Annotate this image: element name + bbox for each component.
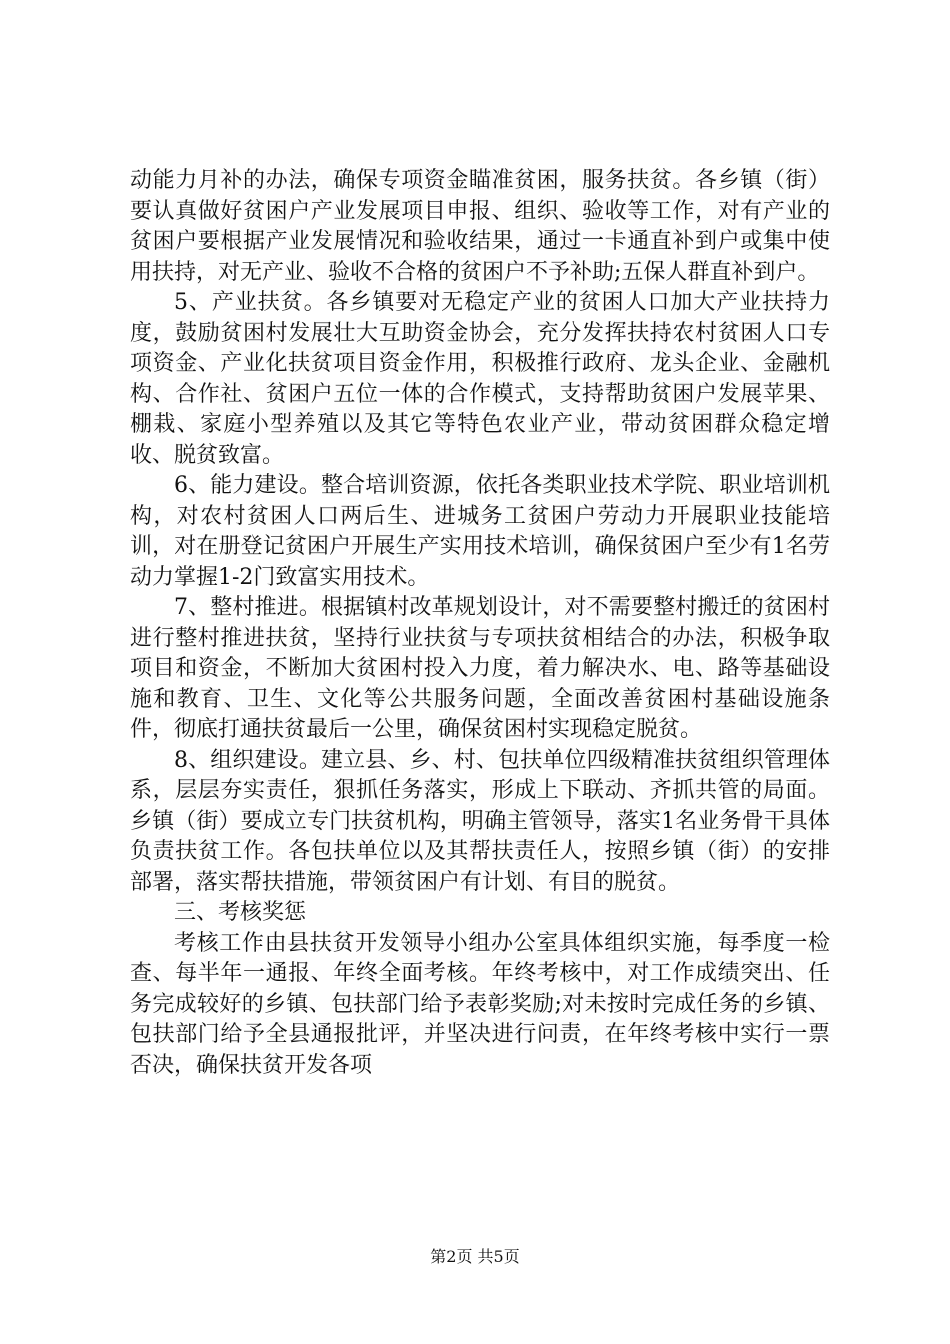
document-body	[130, 166, 830, 1081]
paragraph-assessment: 考核工作由县扶贫开发领导小组办公室具体组织实施，每季度一检查、每半年一通报、年终全面考核。年终考核中，对工作成绩突出、任务完成较好的乡镇、包扶部门给予表彰奖励;对未按时完成任务的乡镇、包扶部门给予全县通报批评，并坚决进行问责，在年终考核中实行一票否决，确保扶贫开发各项	[130, 930, 830, 1078]
section-heading: 三、考核奖惩	[174, 900, 307, 925]
paragraph-capacity-building: 6、能力建设。整合培训资源，依托各类职业技术学院、职业培训机构，对农村贫困人口两后生、进城务工贫困户劳动力开展职业技能培训，对在册登记贫困户开展生产实用技术培训，确保贫困户至少有1名劳动力掌握1-2门致富实用技术。	[130, 473, 830, 590]
paragraph-industry-poverty-relief: 5、产业扶贫。各乡镇要对无稳定产业的贫困人口加大产业扶持力度，鼓励贫困村发展壮大互助资金协会，充分发挥扶持农村贫困人口专项资金、产业化扶贫项目资金作用，积极推行政府、龙头企业、金融机构、合作社、贫困户五位一体的合作模式，支持帮助贫困户发展苹果、棚栽、家庭小型养殖以及其它等特色农业产业，带动贫困群众稳定增收、脱贫致富。	[130, 290, 830, 468]
paragraph-village-advancement: 7、整村推进。根据镇村改革规划设计，对不需要整村搬迁的贫困村进行整村推进扶贫，坚持行业扶贫与专项扶贫相结合的办法，积极争取项目和资金，不断加大贫困村投入力度，着力解决水、电、路等基础设施和教育、卫生、文化等公共服务问题，全面改善贫困村基础设施条件，彻底打通扶贫最后一公里，确保贫困村实现稳定脱贫。	[130, 595, 830, 742]
page-number-footer: 第2页 共5页	[430, 1247, 520, 1266]
paragraph-organization-building: 8、组织建设。建立县、乡、村、包扶单位四级精准扶贫组织管理体系，层层夯实责任，狠抓任务落实，形成上下联动、齐抓共管的局面。乡镇（街）要成立专门扶贫机构，明确主管领导，落实1名业务骨干具体负责扶贫工作。各包扶单位以及其帮扶责任人，按照乡镇（街）的安排部署，落实帮扶措施，带领贫困户有计划、有目的脱贫。	[130, 747, 830, 895]
paragraph-continuation: 动能力月补的办法，确保专项资金瞄准贫困，服务扶贫。各乡镇（街）要认真做好贫困户产业发展项目申报、组织、验收等工作，对有产业的贫困户要根据产业发展情况和验收结果，通过一卡通直补到户或集中使用扶持，对无产业、验收不合格的贫困户不予补助;五保人群直补到户。	[130, 168, 830, 285]
